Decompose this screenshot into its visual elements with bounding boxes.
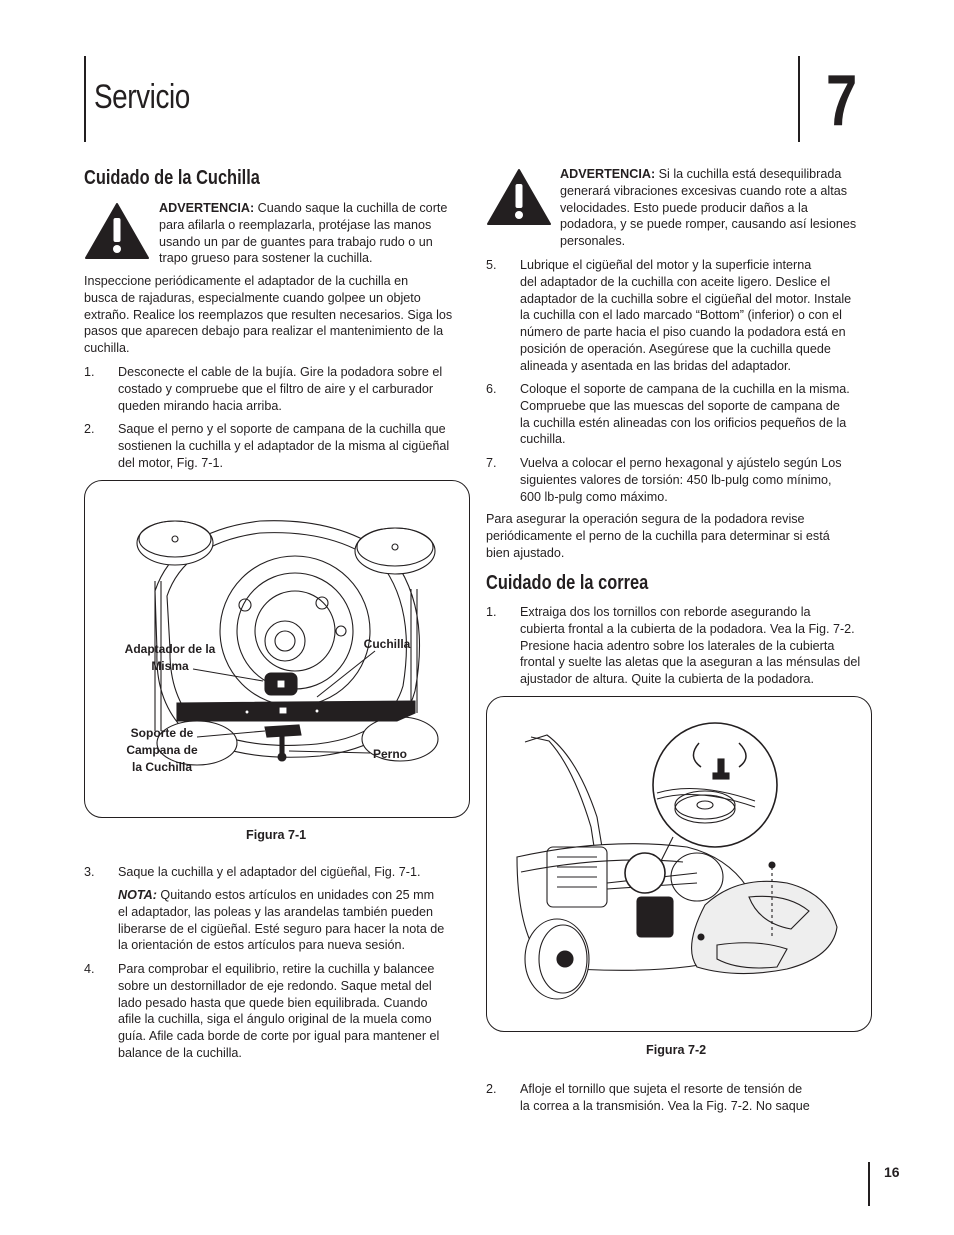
belt-care-heading: Cuidado de la correa — [486, 572, 649, 594]
figure-7-2 — [486, 696, 872, 1032]
safety-paragraph: Para asegurar la operación segura de la podadora revise periódicamente el perno de la cuchilla para determinar si está bien ajustado. — [486, 512, 830, 560]
blade-intro-paragraph: Inspeccione periódicamente el adaptador de la cuchilla en busca de rajaduras, especialmente cuando golpee un objeto extraño. Realice los reemplazos que resulten necesarios. Siga los pasos que aparecen debajo para realizar el mantenimiento de la cuchilla. — [84, 274, 453, 356]
label-bolt: Perno — [372, 747, 407, 761]
blade-care-heading: Cuidado de la Cuchilla — [84, 167, 260, 189]
page-title: Servicio — [94, 78, 190, 116]
note-label: NOTA: — [118, 888, 157, 902]
figure-7-1-caption: Figura 7-1 — [246, 828, 307, 842]
label-blade: Cuchilla — [363, 637, 411, 651]
figure-7-1 — [84, 480, 470, 818]
label-adapter: Adaptador de la Misma — [124, 642, 216, 673]
page-number: 16 — [884, 1164, 900, 1180]
warning-label-2: ADVERTENCIA: — [560, 167, 656, 181]
warning-label: ADVERTENCIA: — [159, 201, 255, 215]
warning-triangle-icon — [84, 202, 150, 260]
mower-belt-illustration — [487, 697, 871, 1031]
warning-triangle-icon-2 — [486, 168, 552, 226]
figure-7-2-caption: Figura 7-2 — [646, 1043, 707, 1057]
header-right-rule — [798, 56, 800, 142]
chapter-number: 7 — [826, 61, 858, 141]
header-left-rule — [84, 56, 86, 142]
blade-warning-text: ADVERTENCIA: Cuando saque la cuchilla de corte para afilarla o reemplazarla, protéjase las manos usando un par de guantes para trabajo rudo o un trapo grueso para sostener la cuchilla. — [159, 201, 448, 266]
label-bell-support: Soporte de Campana de la Cuchilla — [126, 726, 198, 774]
footer-rule — [868, 1162, 870, 1206]
imbalance-warning-text: ADVERTENCIA: Si la cuchilla está desequilibrada generará vibraciones excesivas cuando rote a altas velocidades. Esto puede producir daños a la podadora, y se puede romper, causando así lesiones personales. — [560, 167, 857, 249]
note-text: NOTA: Quitando estos artículos en unidades con 25 mm el adaptador, las poleas y las arandelas también pueden liberarse de el cigüeñal. Esté seguro para hacer la nota de la orientación de estos artículos para nueva sesión. — [118, 888, 445, 953]
